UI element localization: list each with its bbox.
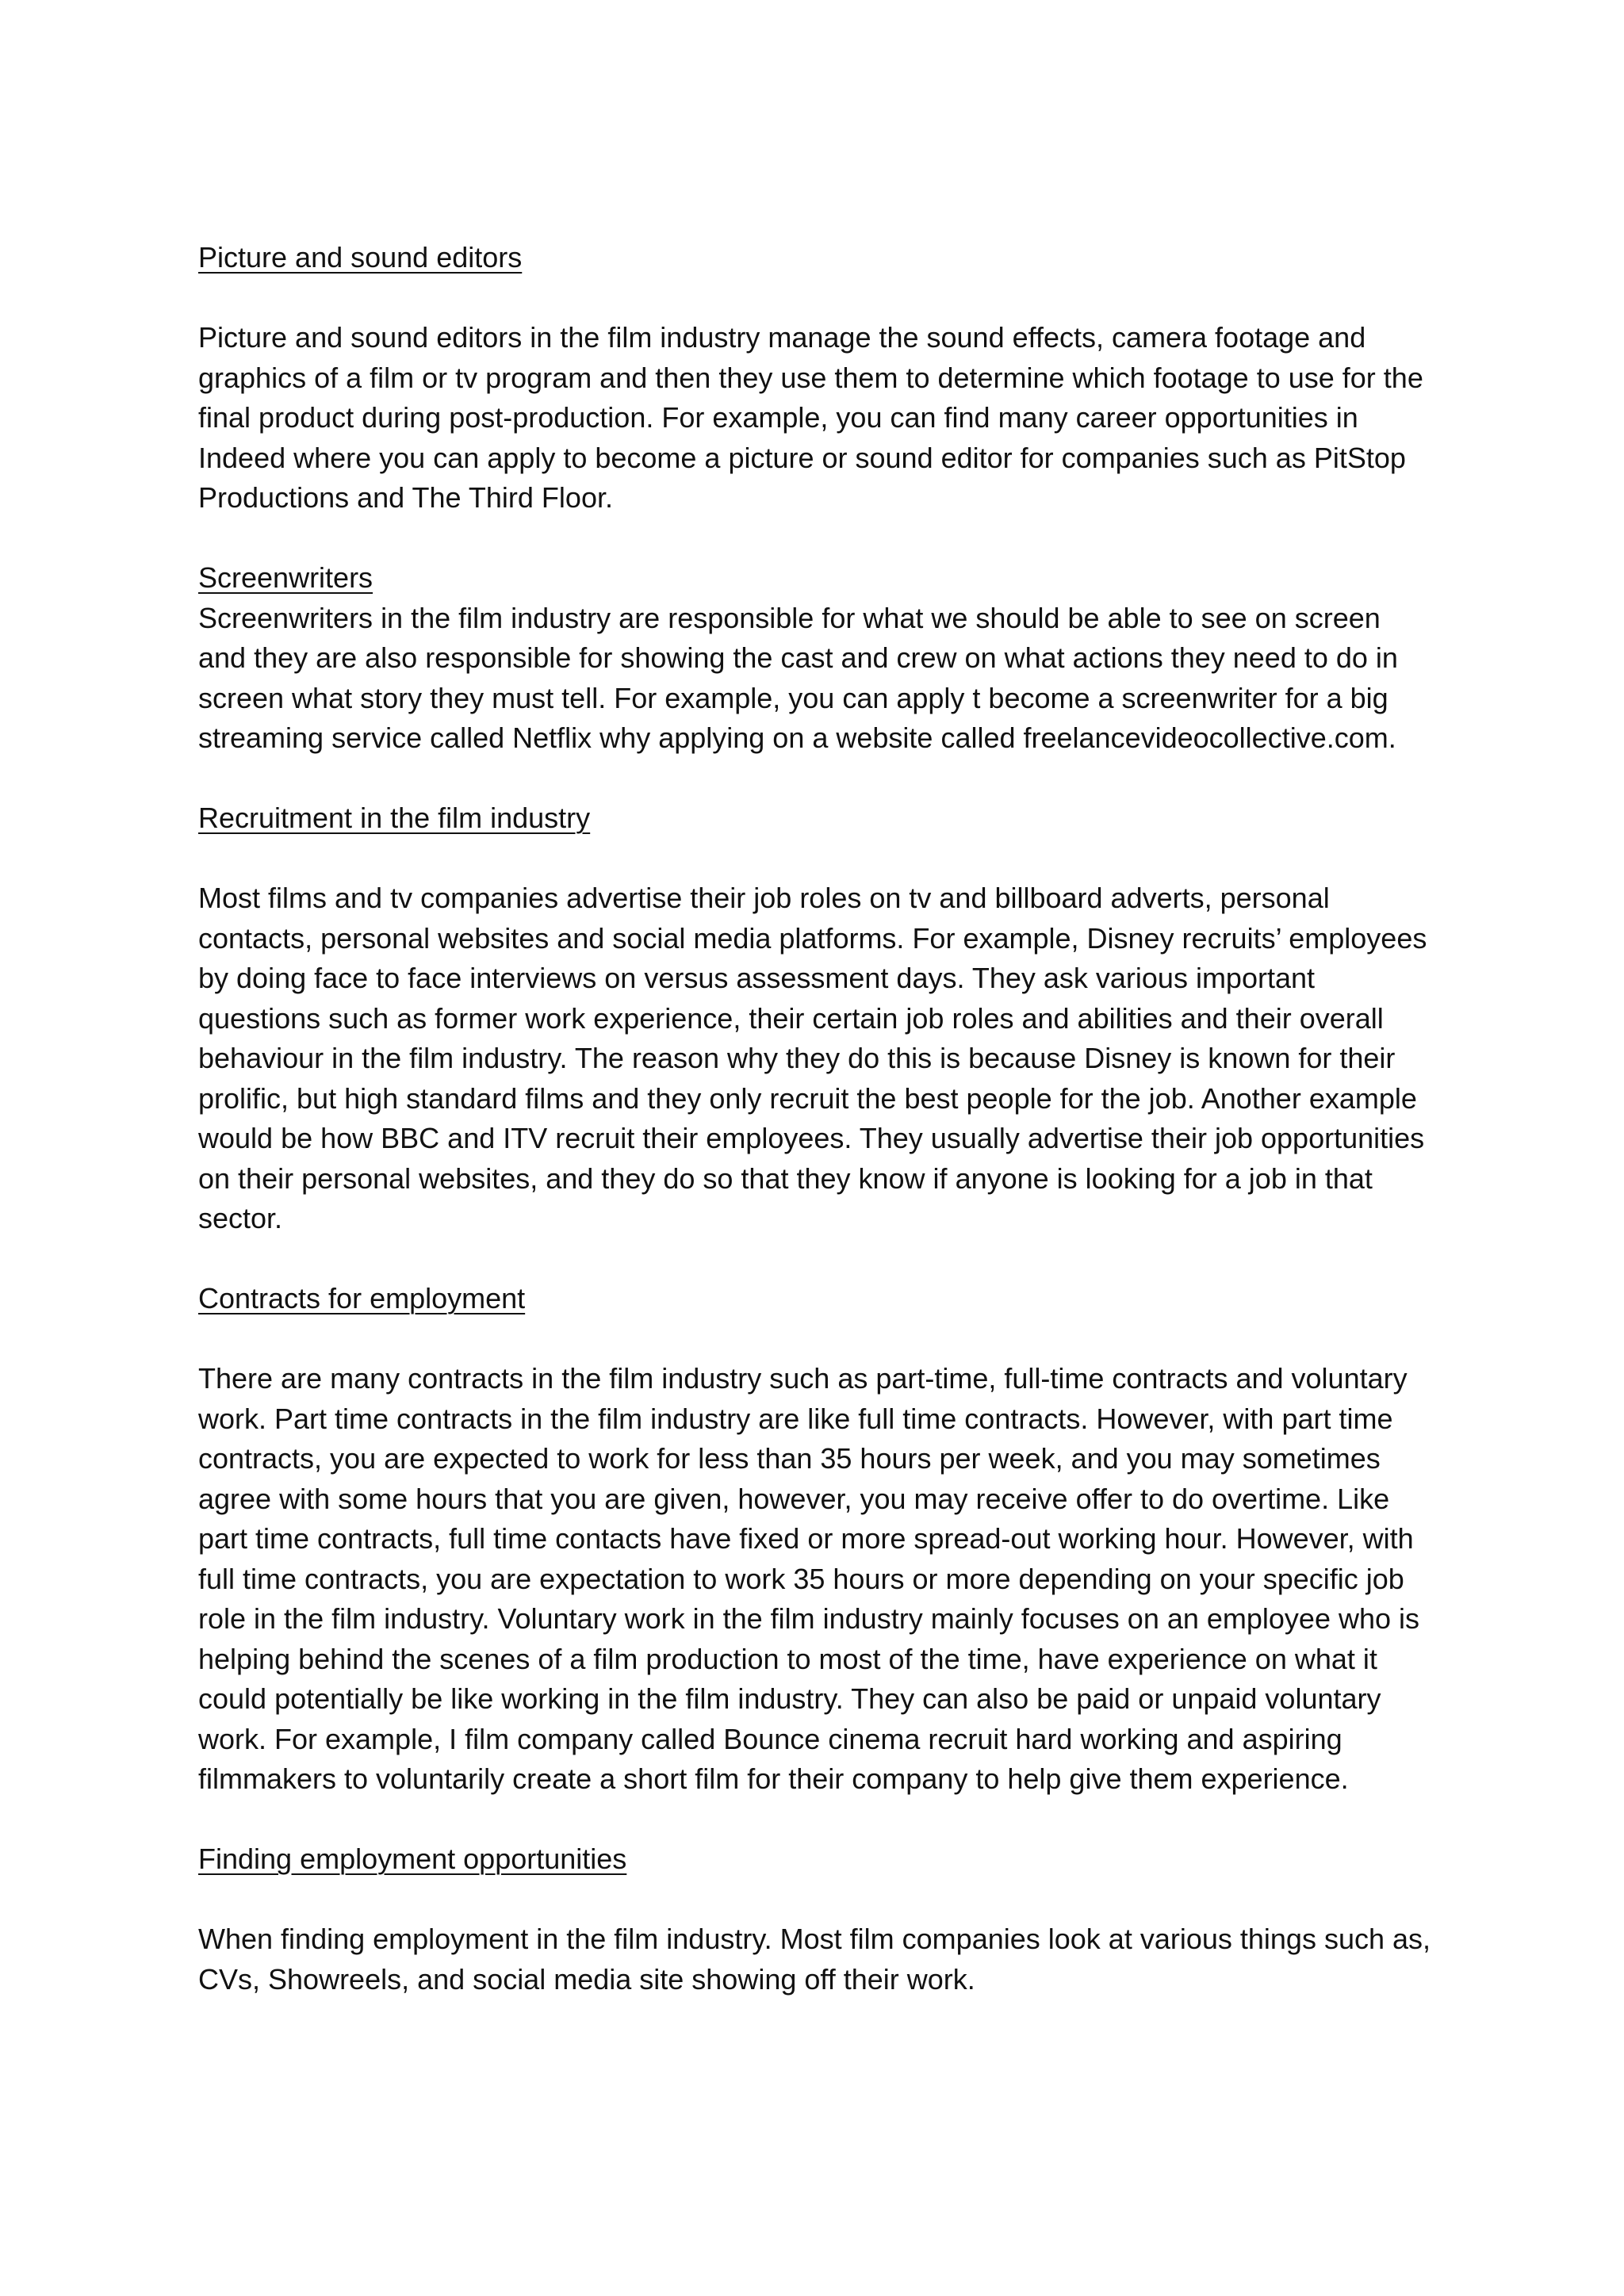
paragraph-finding-employment-opportunities: When finding employment in the film industry. Most film companies look at various things such as, CVs, Showreels, and social media site showing off their work.	[198, 1923, 1431, 1996]
document-body	[198, 238, 1435, 1999]
heading-finding-employment-opportunities: Finding employment opportunities	[198, 1843, 627, 1875]
spacer	[198, 519, 1435, 559]
heading-recruitment: Recruitment in the film industry	[198, 802, 591, 834]
heading-contracts-for-employment: Contracts for employment	[198, 1282, 526, 1314]
spacer	[198, 278, 1435, 319]
spacer	[198, 759, 1435, 799]
paragraph-contracts-for-employment: There are many contracts in the film industry such as part-time, full-time contracts and voluntary work. Part time contracts in the film industry are like full time contracts. However, with part time contracts, you are expected to work for less than 35 hours per week, and you may sometimes agree with some hours that you are given, however, you may receive offer to do overtime. Like part time contracts, full time contacts have fixed or more spread-out working hour. However, with full time contracts, you are expectation to work 35 hours or more depending on your specific job role in the film industry. Voluntary work in the film industry mainly focuses on an employee who is helping behind the scenes of a film production to most of the time, have experience on what it could potentially be like working in the film industry. They can also be paid or unpaid voluntary work. For example, I film company called Bounce cinema recruit hard working and aspiring filmmakers to voluntarily create a short film for their company to help give them experience.	[198, 1362, 1420, 1795]
heading-screenwriters: Screenwriters	[198, 561, 373, 594]
spacer	[198, 839, 1435, 879]
spacer	[198, 1319, 1435, 1360]
paragraph-screenwriters: Screenwriters in the film industry are responsible for what we should be able to see on screen and they are also responsible for showing the cast and crew on what actions they need to do in screen what story they must tell. For example, you can apply t become a screenwriter for a big streaming service called Netflix why applying on a website called freelancevideocollective.com.	[198, 601, 1398, 754]
paragraph-recruitment: Most films and tv companies advertise their job roles on tv and billboard adverts, personal contacts, personal websites and social media platforms. For example, Disney recruits’ employees by doing face to face interviews on versus assessment days. They ask various important questions such as former work experience, their certain job roles and abilities and their overall behaviour in the film industry. The reason why they do this is because Disney is known for their prolific, but high standard films and they only recruit the best people for the job. Another example would be how BBC and ITV recruit their employees. They usually advertise their job opportunities on their personal websites, and they do so that they know if anyone is looking for a job in that sector.	[198, 882, 1427, 1234]
heading-picture-and-sound-editors: Picture and sound editors	[198, 241, 523, 274]
spacer	[198, 1880, 1435, 1920]
spacer	[198, 1239, 1435, 1280]
spacer	[198, 1800, 1435, 1840]
paragraph-picture-and-sound-editors: Picture and sound editors in the film industry manage the sound effects, camera footage and graphics of a film or tv program and then they use them to determine which footage to use for the final product during post-production. For example, you can find many career opportunities in Indeed where you can apply to become a picture or sound editor for companies such as PitStop Productions and The Third Floor.	[198, 321, 1423, 514]
